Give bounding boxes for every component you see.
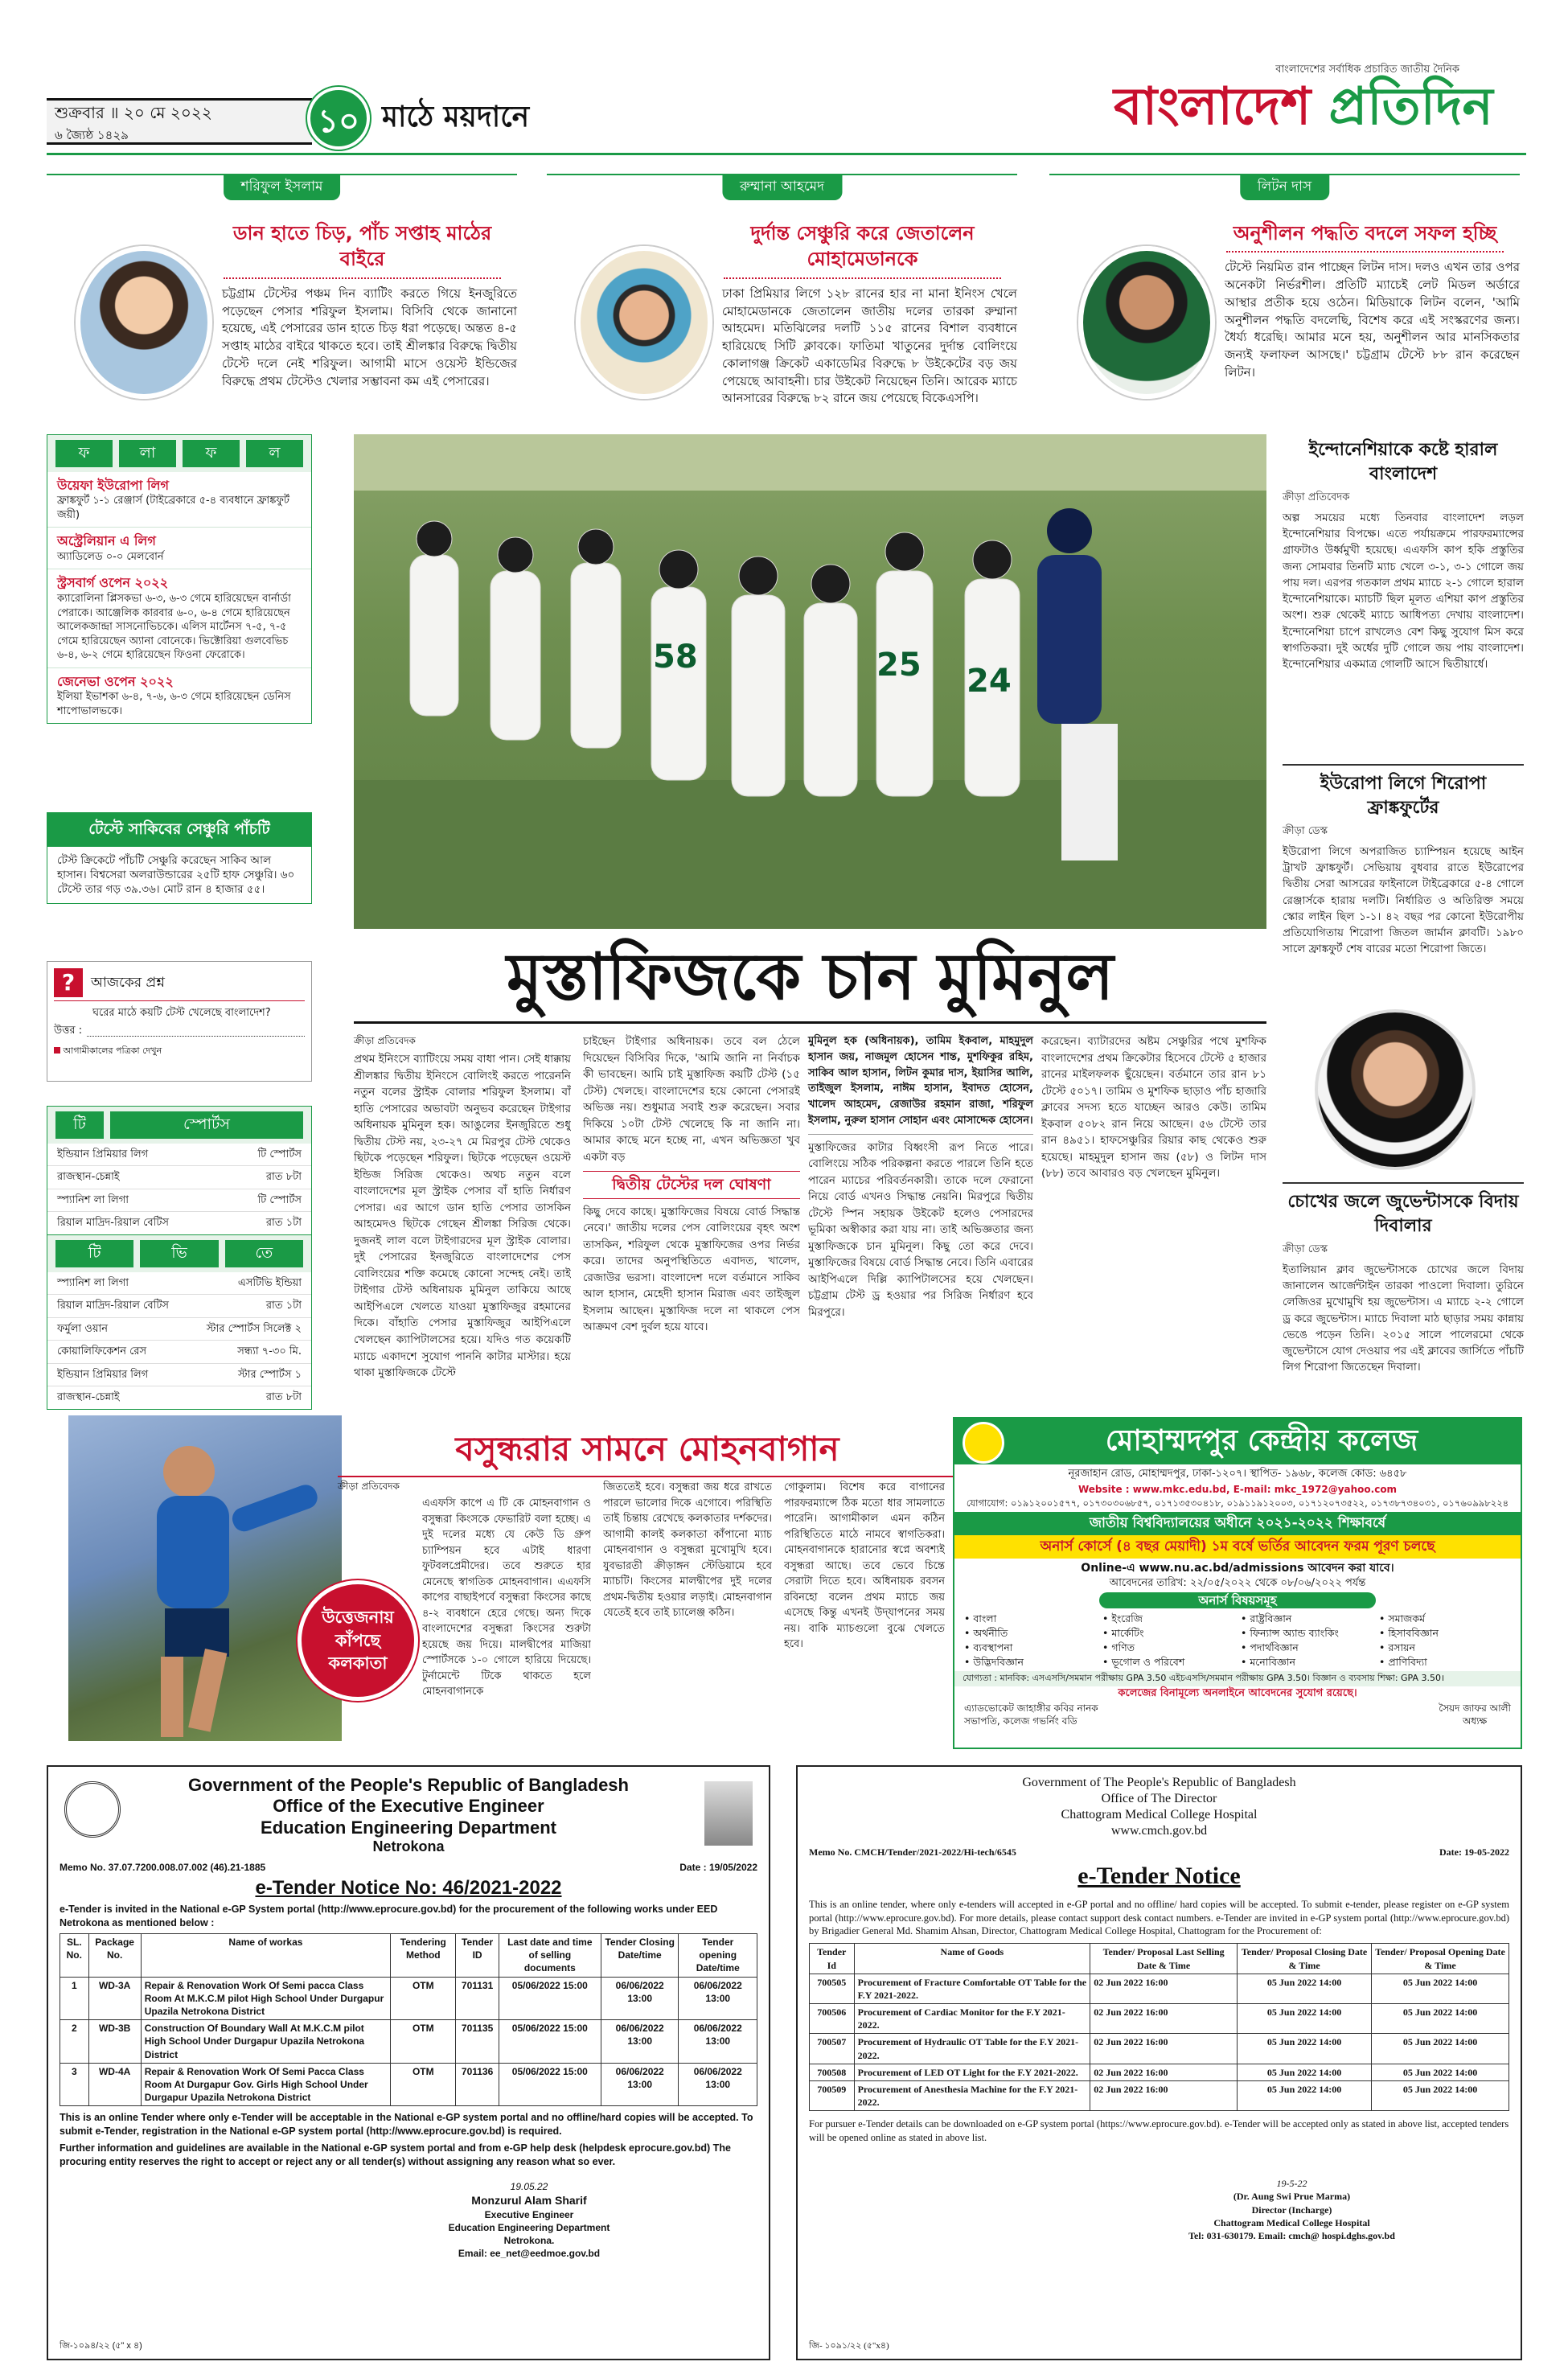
table-cell: 05 Jun 2022 14:00 [1238,2064,1372,2080]
subject-item: • গণিত [1102,1641,1135,1654]
table-cell: Construction Of Boundary Wall At M.K.C.M pilot High School Under Durgapur Upazila Netrokona District [141,2020,390,2064]
table-cell: 06/06/2022 13:00 [601,2020,679,2064]
table-cell: 05 Jun 2022 14:00 [1238,2034,1372,2064]
event: ইন্ডিয়ান প্রিমিয়ার লিগ [57,1368,149,1381]
main-story-col-1 [354,1033,571,1407]
tender1-signature: 19.05.22 [510,2180,548,2192]
tender2-intro: This is an online tender, where only e-tenders will accepted in e-GP portal and no offline/ hard copies will be accepted. To submit e-tender, please register on e-GP system portal (http://www.eprocure.gov.bd). For more details, please contact support desk contact numbers. e-Tender are invited in e-GP system portal (http://www.eprocure.gov.bd) by Brigadier General Md. Shamim Ahsan, Director, Chattogram Medical College Hospital, Chattogram for the Procurement of: [809,1898,1509,1937]
tab-te: তে [225,1240,303,1267]
tab-l: ল [246,440,303,467]
schedule-row [47,1272,311,1296]
subjects-head: অনার্স বিষয়সমূহ [1099,1592,1376,1608]
table-cell: WD-4A [88,2063,141,2106]
right-story-title[interactable]: ইউরোপা লিগে শিরোপা ফ্রাঙ্কফুর্টের [1320,774,1487,818]
date-box [47,98,312,145]
table-header: SL. No. [60,1934,89,1978]
table-cell: 05 Jun 2022 14:00 [1238,1974,1372,2003]
main-headline[interactable]: মুস্তাফিজকে চান মুমিনুল [354,933,1266,1024]
masthead-logo[interactable] [1114,63,1524,159]
college-title: মোহাম্মদপুর কেন্দ্রীয় কলেজ [954,1419,1521,1464]
subject-item: • সমাজকর্ম [1379,1612,1426,1625]
tender2-tel[interactable]: Tel: 031-630179. Email: cmch@ hospi.dghs.gov.bd [1188,2229,1395,2241]
result-item [47,472,311,528]
right-story-title[interactable]: ইন্দোনেশিয়াকে কষ্টে হারাল বাংলাদেশ [1308,440,1498,484]
top-story-title[interactable]: অনুশীলন পদ্ধতি বদলে সফল হচ্ছি [1226,216,1504,253]
right-story-body: ইতালিয়ান ক্লাব জুভেন্টাসকে চোখের জলে বিদায় জানালেন আর্জেন্টাইন তারকা পাওলো দিবালা। তুরিনে লেজিওর মুখোমুখি হয় জুভেন্টাস। এ ম্যাচে ২-২ গোলে ড্র করে জুভেন্টাস। ম্যাচে দিবালা মাঠ ছাড়ার সময় কান্নায় ভেঙে পড়েন তিনি। ২০১৫ সালে পালেরমো থেকে জুভেন্টাসে যোগ দেওয়ার পর এই ক্লাবের জার্সিতে পাঁচটি লিগ শিরোপা জিতেছেন দিবালা। [1283,1263,1524,1374]
tender1-title: Executive Engineer [484,2208,574,2220]
tender2-title: Director (Incharge) [1251,2204,1332,2216]
tender2-footer: For pursuer e-Tender details can be downloaded on e-GP system portal (https://www.eprocure.gov.bd). e-Tender will be accepted only as stated in above list, accepted tenders will be opened online as stated in above list. [809,2118,1509,2144]
table-cell: 700505 [810,1974,855,2003]
channel: রাত ১টা [265,1300,302,1312]
schedule-row [47,1212,311,1235]
table-cell: 02 Jun 2022 16:00 [1090,1974,1238,2003]
table-cell: Procurement of Fracture Comfortable OT Table for the F.Y 2021-2022. [854,1974,1090,2003]
table-header: Name of Goods [854,1944,1090,1974]
table-header: Tender opening Date/time [679,1934,757,1978]
tender2-signature: 19-5-22 [1276,2178,1307,2190]
subject-item: • ফিন্যান্স অ্যান্ড ব্যাংকিং [1241,1627,1339,1640]
schedule-row [47,1166,311,1189]
table-cell: 02 Jun 2022 16:00 [1090,2004,1238,2034]
college-band-2: অনার্স কোর্সে (৪ বছর মেয়াদী) ১ম বর্ষে ভর্তির আবেদন ফরম পূরণ চলছে [954,1535,1521,1559]
tv-schedule [47,1234,312,1410]
quiz-question: ঘরের মাঠে কয়টি টেস্ট খেলেছে বাংলাদেশ? [92,1007,271,1019]
college-deadline: আবেদনের তারিখ: ২২/০৫/২০২২ থেকে ০৮/০৬/২০২২ পর্যন্ত [1109,1576,1366,1589]
tender1-footer-2: Further information and guidelines are available in the National e-GP system portal and from e-GP help desk (helpdesk eprocure.gov.bd) The procuring entity reserves the right to accept or reject any or all tender(s) without assigning any reason what so ever. [60,2142,731,2167]
table-cell: Repair & Renovation Work Of Semi Pacca Class Room At Durgapur Gov. Girls High School Under Durgapur Upazila Netrokona District [141,2063,390,2106]
result-item [47,528,311,569]
tender1-gov: Government of the People's Republic of Bangladesh [188,1775,629,1795]
tender2-notice-title: e-Tender Notice [1077,1863,1241,1890]
svg-text:24: 24 [967,663,1012,700]
tender2-office: Office of The Director [1101,1792,1217,1805]
top-story-body: ঢাকা প্রিমিয়ার লিগে ১২৮ রানের হার না মানা ইনিংস খেলে মোহামেডানকে জেতালেন জাতীয় দলের তারকা রুম্মানা আহমেদ। মতিঝিলের দলটি ১১৫ রানের বিশাল ব্যবধানে হারিয়েছে সিটি ক্লাবকে। ফাতিমা খাতুনের দুর্দান্ত বোলিংয়ে কোলাগঞ্জ ক্রিকেট একাডেমির বিরুদ্ধে ৮ উইকেটের বড় জয় পেয়েছে আবাহনী। চার উইকেট নিয়েছেন তিনি। আরেক ম্যাচে আনসারের বিরুদ্ধে ৮২ রানে জয় পেয়েছে বিকেএসপি। [722,285,1017,406]
tender2-memo: Memo No. CMCH/Tender/2021-2022/Hi-tech/6545 [809,1846,1016,1858]
result-item [47,668,311,724]
right-story-3 [1283,1182,1524,1376]
question-icon: ? [54,968,83,997]
reporter-tab: রুম্মানা আহমেদ [722,174,842,200]
college-contact[interactable]: Website : www.mkc.edu.bd, E-mail: mkc_1972@yahoo.com [1077,1484,1398,1496]
table-cell: 05 Jun 2022 14:00 [1372,1974,1509,2003]
table-cell: 05 Jun 2022 14:00 [1238,2004,1372,2034]
tab-fa2: ফ [183,440,240,467]
college-online[interactable]: Online-এ www.nu.ac.bd/admissions আবেদন করা যাবে। [1081,1561,1394,1575]
right-story-1 [1283,438,1524,752]
channel: রাত ৮টা [265,1391,302,1404]
table-cell: 05/06/2022 15:00 [499,2063,601,2106]
sports-schedule [47,1106,312,1236]
table-cell: Procurement of Anesthesia Machine for the F.Y 2021-2022. [854,2081,1090,2111]
event: রাজস্থান-চেন্নাই [57,1171,120,1184]
tender1-date: Date : 19/05/2022 [679,1861,757,1873]
subject-item: • উদ্ভিদবিজ্ঞান [964,1656,1024,1669]
table-header: Tender/ Proposal Opening Date & Time [1372,1944,1509,1974]
channel: টি স্পোর্টস [257,1148,302,1160]
event: স্প্যানিশ লা লিগা [57,1276,129,1289]
mohunbagan-photo [68,1415,342,1741]
main-col-2b-text: কিছু দেবে কাছে। মুস্তাফিজের বিষয়ে বোর্ড সিদ্ধান্ত নেবে।' জাতীয় দলের পেস বোলিংয়ের বৃহৎ অংশ তাসকিন, শরিফুল থেকে মুস্তাফিজের ওপর নির্ভর করে। তাদের অনুপস্থিতিতে এবাদত, খালেদ, রেজাউর ভরসা। বাংলাদেশ দলে বর্তমানে সাকিব আল হাসান, মেহেদী হাসান মিরাজ এবং তাইজুল ইসলাম আছেন। মুস্তাফিজ দলে না থাকলে পেস আক্রমণ বেশ দুর্বল হয়ে যাবে। [583,1205,800,1334]
main-col-3-text: মুস্তাফিজের কাটার বিধ্বংসী রূপ নিতে পারে। বোলিংয়ে সঠিক পরিকল্পনা করতে পারলে তিনি হতে পারেন ম্যাচের পরিবর্তনকারী। তাকে দলে ফেরানো নিয়ে বোর্ড এখনও সিদ্ধান্ত নেয়নি। মিরপুরে দ্বিতীয় টেস্টে স্পিন সহায়ক উইকেট হলেও পেসারদের ভূমিকা অস্বীকার করা যায় না। তাই অভিজ্ঞতার জন্য মুস্তাফিজকে চান মুমিনুল। কিছু তো করে দেবে। মুস্তাফিজের বিষয়ে বোর্ড সিদ্ধান্ত নেবে। তিনি এবারের আইপিএলে দিল্লি ক্যাপিটালসের হয়ে খেলছেন। চট্টগ্রাম টেস্ট ড্র হওয়ার পর সিরিজ নির্ধারণ হবে মিরপুরে। [808,1140,1033,1319]
college-address: নূরজাহান রোড, মোহাম্মদপুর, ঢাকা-১২০৭। স্থাপিত- ১৯৬৮, কলেজ কোড: ৬৪৫৮ [1068,1467,1407,1480]
cricket-team-photo [354,434,1266,929]
table-header: Tendering Method [391,1934,456,1978]
table-cell: 700506 [810,2004,855,2034]
main-col-4-text: করেছেন। ব্যাটারদের অষ্টম সেঞ্চুরির পথে মুশফিক বাংলাদেশের প্রথম ক্রিকেটার হিসেবে টেস্টে ৫ হাজার রানের মাইলফলক ছুঁয়েছেন। বর্তমানে তার রান ৮১ টেস্টে ৫০১৭। তামিম ও মুশফিক ছাড়াও পাঁচ হাজারি ক্লাবের সদস্য হতে যাচ্ছেন আরও কেউ। তামিম ইকবাল ৫০৮২ রান নিয়ে আছেন। ৫৬ টেস্টে তার রান ৪৯৫১। হাফসেঞ্চুরির রিয়ার কাছ থেকেও শুরু হয়েছে। মাহমুদুল হাসান জয় (৫৮) ও লিটন দাস (৮৮) তবে আবারও বড় খেলছেন মুমিনুল। [1041,1035,1266,1181]
channel: রাত ৮টা [265,1171,302,1184]
top-story-body: টেস্টে নিয়মিত রান পাচ্ছেন লিটন দাস। দলও এখন তার ওপর অনেকটা নির্ভরশীল। প্রতিটি ম্যাচেই লেট মিডল অর্ডারে আস্থার প্রতীক হয়ে ওঠেন। মিডিয়াকে লিটন বলেন, 'আমি অনুশীলন পদ্ধতি বদলেছি, বিশেষ করে এই সংস্করণের জন্য। ধৈর্য্য ধরেছি। আমার মনে হয়, অনুশীলন আর মানসিকতার জন্যই ফলাফল আসছে।' চট্টগ্রাম টেস্টে ৮৮ রান করেছেন লিটন। [1225,260,1520,380]
mohunbagan-byline: ক্রীড়া প্রতিবেদক [338,1481,400,1492]
squad-list: মুমিনুল হক (অধিনায়ক), তামিম ইকবাল, মাহমুদুল হাসান জয়, নাজমুল হোসেন শান্ত, মুশফিকুর রহিম, সাকিব আল হাসান, লিটন কুমার দাস, ইয়াসির আলি, তাইজুল ইসলাম, নাঈম হাসান, ইবাদত হোসেন, খালেদ আহমেদ, রেজাউর রহমান রাজা, শরিফুল ইসলাম, নুরুল হাসান সোহান এবং মোসাদ্দেক হোসেন। [808,1033,1033,1135]
table-cell: Procurement of Cardiac Monitor for the F.Y 2021-2022. [854,2004,1090,2034]
tender-notice-eed [47,1765,770,2360]
tender2-date: Date: 19-05-2022 [1439,1846,1509,1858]
player-photo [576,246,712,399]
masthead-tagline: বাংলাদেশের সর্বাধিক প্রচারিত জাতীয় দৈনিক [1275,64,1459,76]
mohunbagan-headline[interactable]: বসুন্ধরার সামনে মোহনবাগান [338,1423,957,1477]
subject-item: • পদার্থবিজ্ঞান [1241,1641,1299,1654]
event: স্প্যানিশ লা লিগা [57,1193,129,1206]
logo-accent: প্রতিদিন [1328,76,1493,137]
college-admission-ad[interactable] [953,1417,1522,1749]
result-text: ক্যারোলিনা প্লিসকভা ৬-৩, ৬-৩ গেমে হারিয়েছেন বার্নার্ডা পেরাকে। আঞ্জেলিক কারবার ৬-০, ৬-৪ গেমে হারিয়েছেন আলেকজান্দ্রা সাসনোভিচকে। এলিস মার্টেনস ৭-৫, ৭-৫ গেমে হারিয়েছেন অ্যানা বোনেকে। ভিক্টোরিয়া গুলবেভিচ ৬-৪, ৬-২ গেমে হারিয়েছেন ফিওনা ফেরোকে। [57,593,291,662]
table-header: Tender/ Proposal Last Selling Date & Time [1090,1944,1238,1974]
table-header: Tender/ Proposal Closing Date & Time [1238,1944,1372,1974]
excitement-badge [298,1580,418,1701]
event: রাজস্থান-চেন্নাই [57,1391,120,1404]
table-cell: 05 Jun 2022 14:00 [1372,2081,1509,2111]
college-band-1: জাতীয় বিশ্ববিদ্যালয়ের অধীনে ২০২১-২০২২ শিক্ষাবর্ষে [954,1512,1521,1535]
results-box [47,434,312,724]
subject-item: • মনোবিজ্ঞান [1241,1656,1295,1669]
table-cell: Procurement of Hydraulic OT Table for the F.Y 2021-2022. [854,2034,1090,2064]
schedule-row [47,1341,311,1364]
table-row [810,2081,1509,2111]
quiz-head: আজকের প্রশ্ন [91,974,165,991]
quiz-note: আগামীকালের পত্রিকা দেখুন [63,1045,162,1057]
tender1-dept2: Education Engineering Department [448,2222,610,2234]
schedule-row [47,1386,311,1409]
result-heading: উয়েফা ইউরোপা লিগ [57,477,169,493]
right-story-title[interactable]: চোখের জলে জুভেন্টাসকে বিদায় দিবালার [1287,1192,1519,1236]
player-photo [76,246,212,399]
header-rule [47,153,1526,155]
main-byline: ক্রীড়া প্রতিবেদক [354,1035,416,1046]
table-cell: 05 Jun 2022 14:00 [1372,2034,1509,2064]
footballer-illustration [68,1415,342,1741]
tender2-table [809,1943,1509,2111]
tender1-loc: Netrokona [372,1838,445,1855]
results-tabs [47,435,311,472]
table-row [810,2034,1509,2064]
tender2-place: Chattogram Medical College Hospital [1213,2216,1370,2228]
table-cell: OTM [391,2063,456,2106]
svg-text:58: 58 [653,639,698,676]
table-cell: 02 Jun 2022 16:00 [1090,2064,1238,2080]
main-story-col-4 [1041,1033,1266,1391]
subjects-grid [954,1611,1521,1671]
tab-sports: স্পোর্টস [110,1111,303,1139]
result-text: অ্যাডিলেড ০-০ মেলবোর্ন [57,550,164,563]
tender1-notice-title: e-Tender Notice No: 46/2021-2022 [255,1876,562,1899]
table-cell: WD-3A [88,1977,141,2020]
channel: এসটিভি ইন্ডিয়া [237,1276,302,1289]
tender2-gov: Government of The People's Republic of Bangladesh [1022,1776,1296,1789]
table-cell: 1 [60,1977,89,2020]
table-row [60,1977,757,2020]
table-header: Tender Id [810,1944,855,1974]
subject-item: • রাষ্ট্রবিজ্ঞান [1241,1612,1292,1625]
result-text: ফ্রাঙ্কফুর্ট ১-১ রেঞ্জার্স (টাইব্রেকারে ৫-৪ ব্যবধানে ফ্রাঙ্কফুর্ট জয়ী) [57,495,289,521]
tender2-web[interactable]: www.cmch.gov.bd [1110,1824,1208,1838]
subject-item: • হিসাববিজ্ঞান [1379,1627,1439,1640]
mohunbagan-col-2: জিততেই হবে। বসুন্ধরা জয় ধরে রাখতে পারলে ভালোর দিকে এগোবে। পরিস্থিতি তাই চিন্তায় রেখেছে কলকাতার দর্শকদের। আগামী কালই কলকাতা কাঁপানো ম্যাচ মোহনবাগান ও বসুন্ধরা মুখোমুখি হবে। যুবভারতী ক্রীড়াঙ্গন স্টেডিয়ামে হবে ম্যাচটি। কিংসের মালদ্বীপের দুই দলের প্রথম-দ্বিতীয় হওয়ার লড়াই। মোহনবাগান যেতেই হবে তাই চ্যালেঞ্জ কঠিন। [603,1481,772,1619]
table-cell: 06/06/2022 13:00 [679,2063,757,2106]
table-row [810,2064,1509,2080]
table-header: Tender ID [456,1934,499,1978]
table-header: Last date and time of selling documents [499,1934,601,1978]
tab-fa: ফ [55,440,113,467]
tender1-ref: জি-১০৯৪/২২ (৫" x ৪) [60,2341,142,2351]
shakib-head: টেস্টে সাকিবের সেঞ্চুরি পাঁচটি [47,813,311,847]
issue-day: শুক্রবার ॥ ২০ মে ২০২২ [55,103,212,122]
result-text: ইলিয়া ইভাশকা ৬-৪, ৭-৬, ৬-৩ গেমে হারিয়েছেন ডেনিস শাপোভালভকে। [57,691,291,717]
table-cell: 06/06/2022 13:00 [601,2063,679,2106]
channel: টি স্পোর্টস [257,1193,302,1206]
tender1-table [60,1933,757,2106]
page-number: ১০ [307,87,370,150]
tender1-memo: Memo No. 37.07.7200.008.07.002 (46).21-1885 [60,1861,266,1873]
bullet-icon [54,1047,60,1054]
subject-item: • বাংলা [964,1612,997,1625]
channel: সন্ধ্যা ৭-৩০ মি. [237,1345,302,1358]
tab-vi: ভি [140,1240,218,1267]
table-cell: 701135 [456,2020,499,2064]
answer-label: উত্তর : [54,1024,83,1037]
gov-seal-icon [64,1781,121,1838]
table-cell: WD-3B [88,2020,141,2064]
subject-item: • মার্কেটিং [1102,1627,1144,1640]
subject-item: • ইংরেজি [1102,1612,1143,1625]
tender2-hosp: Chattogram Medical College Hospital [1061,1808,1258,1822]
right-story-body: ইউরোপা লিগে অপরাজিত চ্যাম্পিয়ন হয়েছে আইন ট্রাখট ফ্রাঙ্কফুর্ট। সেভিয়ায় বুধবার রাতে ইউরোপের দ্বিতীয় সেরা আসরের ফাইনালে টাইব্রেকারে ৫-৪ গোলে রেঞ্জার্সকে হারায় দলটি। নির্ধারিত ও অতিরিক্ত সময়ে স্কোর লাইন ছিল ১-১। ৪২ বছর পর কোনো ইউরোপীয় প্রতিযোগিতায় শিরোপা জিতল জার্মান ক্লাবটি। ১৯৮০ সালে ফ্রাঙ্কফুর্ট শেষ বারের মতো শিরোপা জিতে। [1283,844,1524,956]
tender1-footer-1: This is an online Tender where only e-Tender will be acceptable in the National e-GP system portal and no offline/hard copies will be accepted. To submit e-Tender, registration in the National e-GP system portal (http://www.eprocure.gov.bd) is required. [60,2112,753,2138]
college-crest-icon [963,1422,1004,1464]
college-requirements: যোগ্যতা : মানবিক: এসএসসি/সমমান পরীক্ষায় GPA 3.50 এইচএসসি/সমমান পরীক্ষায় GPA 3.50। বিজ্ঞান ও ব্যবসায় শিক্ষা: GPA 3.50। [954,1671,1521,1686]
table-cell: OTM [391,2020,456,2064]
schedule-row [47,1318,311,1341]
mohunbagan-col-1: এএফসি কাপে এ টি কে মোহনবাগান ও বসুন্ধরা কিংসকে ফেভারিট বলা হচ্ছে। এ দুই দলের মধ্যে যে কেউ ডি গ্রুপ চ্যাম্পিয়ন হবে এটাই ধারণা ফুটবলপ্রেমীদের। তবে শুরুতে হার মেনেছে স্বাগতিক মোহনবাগান। এএফসি কাপের বাছাইপর্বে বসুন্ধরা কিংসের কাছে ৪-২ ব্যবধানে হেরে গেছে। অন্য দিকে বাংলাদেশের বসুন্ধরা কিংসের শুরুটা হয়েছে জয় দিয়ে। মালদ্বীপের মাজিয়া স্পোর্টসকে ১-০ গোলে হারিয়ে দিয়েছে। টুর্নামেন্টে টিকে থাকতে হলে মোহনবাগানকে [422,1497,591,1698]
svg-text:25: 25 [876,647,922,684]
tender1-signer: Monzurul Alam Sharif [471,2194,587,2208]
shakib-body: টেস্ট ক্রিকেটে পাঁচটি সেঞ্চুরি করেছেন সাকিব আল হাসান। বিশ্বসেরা অলরাউন্ডারের ২৫টি হাফ সেঞ্চুরি। ৬০ টেস্টে তার গড় ৩৯.৩৬। মোট রান ৪ হাজার ৫৫। [57,853,295,897]
player-photo [1078,246,1215,399]
channel: রাত ১টা [265,1217,302,1230]
table-row [810,2004,1509,2034]
main-story-col-3 [808,1033,1033,1381]
table-cell: 2 [60,2020,89,2064]
tender2-ref: জি- ১০৯১/২২ (৫"x৪) [809,2341,889,2351]
table-row [60,2020,757,2064]
main-story-col-2 [583,1033,800,1385]
tab-ti: টি [55,1240,133,1267]
table-row [60,2063,757,2106]
tender2-signer: (Dr. Aung Swi Prue Marma) [1233,2191,1351,2203]
event: কোয়ালিফিকেশন রেস [57,1345,147,1358]
top-story-1 [47,174,517,415]
result-item [47,569,311,667]
right-story-byline: ক্রীড়া ডেস্ক [1283,825,1328,838]
answer-field[interactable] [87,1024,305,1037]
subject-item: • ব্যবস্থাপনা [964,1641,1013,1654]
tender1-email[interactable]: Email: ee_net@eedmoe.gov.bd [458,2248,601,2260]
table-cell: 06/06/2022 13:00 [601,1977,679,2020]
table-cell: 06/06/2022 13:00 [679,1977,757,2020]
dybala-photo [1315,1009,1476,1170]
result-heading: স্ট্রসবার্গ ওপেন ২০২২ [57,575,169,591]
top-story-title[interactable]: ডান হাতে চিড়, পাঁচ সপ্তাহ মাঠের বাইরে [224,216,501,279]
top-story-2 [547,174,1017,415]
subject-item: • প্রাণিবিদ্যা [1379,1656,1427,1669]
table-cell: 700508 [810,2064,855,2080]
tender1-place: Netrokona. [503,2235,555,2247]
right-story-body: অল্প সময়ের মধ্যে তিনবার বাংলাদেশ লড়ল ইন্দোনেশিয়ার বিপক্ষে। এতে পর্যায়ক্রমে পারফরম্যান্সের গ্রাফটাও উর্ধ্বমুখী হয়েছে। এএফসি কাপ হকি প্রস্তুতির জন্য সোমবার তিনটি ম্যাচ খেলে ৩-১, ৩-১ গোলে জয় পায় দল। এরপর গতকাল প্রথম ম্যাচে ২-১ গোলে হারাল ইন্দোনেশিয়াকে। ম্যাচটি ছিল মূলত এশিয়া কাপ প্রস্তুতির অংশ। শুরু থেকেই ম্যাচে আধিপত্য দেখায় বাংলাদেশ। ইন্দোনেশিয়া চাপে রাখলেও বেশ কিছু সুযোগ মিস করে স্বাগতিকরা। দুই অর্ধের দুটি গোলে জয় পায় বাংলাদেশ। ইন্দোনেশিয়ার একমাত্র গোলটি আসে দ্বিতীয়ার্ধে। [1283,511,1524,672]
table-cell: 700507 [810,2034,855,2064]
badge-text: উত্তেজনায় কাঁপছে কলকাতা [322,1608,394,1674]
result-heading: জেনেভা ওপেন ২০২২ [57,673,174,689]
result-heading: অস্ট্রেলিয়ান এ লিগ [57,533,156,549]
event: রিয়াল মাদ্রিদ-রিয়াল বেটিস [57,1217,169,1230]
table-cell: 05/06/2022 15:00 [499,2020,601,2064]
table-cell: 05 Jun 2022 14:00 [1372,2004,1509,2034]
reporter-tab: শরিফুল ইসলাম [224,174,341,200]
channel: স্টার স্পোর্টস সিলেক্ট ২ [206,1322,302,1335]
right-story-2 [1283,764,1524,958]
top-story-3 [1049,174,1520,415]
photo-illustration [354,434,1266,929]
college-phones: যোগাযোগ: ০১৯১২০০১৫৭৭, ০১৭৩০৩০৬৮৫৭, ০১৭১৩৫৩০৪১৮, ০১৯১১৯১২০০৩, ০১৭১২০৭৩৫২২, ০১৭৩৮৭৩৪০৩১, ০১৭৬০৯৯৮২২৪ [966,1497,1509,1509]
sports-tabs [47,1107,311,1144]
table-header: Package No. [88,1934,141,1978]
mohunbagan-col-3: গোকুলাম। বিশেষ করে বাগানের পারফরম্যান্সে ঠিক মতো ধার সামলাতে পারেনি। আগামীকাল এমন কঠিন পরিস্থিতিতে মাঠে নামবে স্বাগতিকরা। মোহনবাগানকে হারানোর স্বপ্নে অবশ্যই বসুন্ধরা আছে। তবে ভেবে চিন্তে সেরাটা দিতে হবে। অধিনায়ক রবসন রবিনহো বলেন প্রথম ম্যাচে জয় এসেছে কিন্তু এখনই উদ্‌যাপনের সময় নয়। বাকি ম্যাচগুলো বুঝে খেলতে হবে। [784,1481,945,1650]
schedule-row [47,1144,311,1167]
table-row [810,1974,1509,2003]
table-cell: 05 Jun 2022 14:00 [1372,2064,1509,2080]
portrait-icon [704,1781,753,1846]
squad-label: দ্বিতীয় টেস্টের দল ঘোষণা [583,1171,800,1199]
table-cell: 02 Jun 2022 16:00 [1090,2034,1238,2064]
college-note: কলেজের বিনামূল্যে অনলাইনে আবেদনের সুযোগ রয়েছে। [1118,1686,1357,1699]
event: রিয়াল মাদ্রিদ-রিয়াল বেটিস [57,1300,169,1312]
tender1-dept: Education Engineering Department [261,1817,556,1838]
tv-tabs [47,1235,311,1272]
reporter-tab: লিটন দাস [1240,174,1329,200]
table-cell: Procurement of LED OT Light for the F.Y 2021-2022. [854,2064,1090,2080]
tab-la: লা [119,440,176,467]
subject-item: • রসায়ন [1379,1641,1415,1654]
table-cell: 06/06/2022 13:00 [679,2020,757,2064]
top-story-body: চট্টগ্রাম টেস্টের পঞ্চম দিন ব্যাটিং করতে গিয়ে ইনজুরিতে পড়েছেন পেসার শরিফুল ইসলাম। বিসিবি থেকে জানানো হয়েছে, এই পেসারের ডান হাতে চিড় ধরা পড়েছে। অন্তত ৪-৫ সপ্তাহ মাঠের বাইরে থাকতে হবে। তাই শ্রীলঙ্কার বিরুদ্ধে দ্বিতীয় টেস্টে দলে নেই শরিফুল। আগামী মাসে ওয়েস্ট ইন্ডিজের বিরুদ্ধে প্রথম টেস্টেও খেলার সম্ভাবনা কম এই পেসারের। [222,285,517,388]
table-cell: 701131 [456,1977,499,2020]
quiz-box [47,961,312,1082]
table-cell: 700509 [810,2081,855,2111]
signatory-right: সৈয়দ জাফর আলী অধ্যক্ষ [1439,1702,1511,1727]
shakib-box [47,812,312,904]
tab-t: টি [55,1111,104,1139]
schedule-row [47,1364,311,1387]
table-cell: Repair & Renovation Work Of Semi pacca Class Room At M.K.C.M pilot High School Under Durgapur Upazila Netrokona District [141,1977,390,2020]
event: ইন্ডিয়ান প্রিমিয়ার লিগ [57,1148,149,1160]
top-story-title[interactable]: দুর্দান্ত সেঞ্চুরি করে জেতালেন মোহামেডানকে [724,216,1001,279]
event: ফর্মুলা ওয়ান [57,1322,109,1335]
table-cell: 701136 [456,2063,499,2106]
table-cell: 05/06/2022 15:00 [499,1977,601,2020]
signatory-left: এ্যাডভোকেট জাহাঙ্গীর কবির নানক সভাপতি, কলেজ গভর্নিং বডি [964,1702,1098,1727]
main-col-1-text: প্রথম ইনিংসে ব্যাটিংয়ে সময় বাধা পান। সেই ধাক্কায় শ্রীলঙ্কার দ্বিতীয় ইনিংসে বোলিংই করতে পারেননি নতুন বলের স্ট্রাইক বোলার শরিফুল ইসলাম। বাঁ হাতি পেসারের অভাবটা অনুভব করেছেন টাইগার অধিনায়ক মুমিনুল হক। আঙুলের ইনজুরিতে শুধু দ্বিতীয় টেস্ট নয়, ২৩-২৭ মে মিরপুর টেস্ট থেকেও ছিটকে পড়েছেন শরিফুল। ছিটকে পড়েছেন ওয়েস্ট ইন্ডিজ সিরিজ থেকেও। অথচ নতুন বলে বাংলাদেশের মূল স্ট্রাইক পেসার বাঁ হাতি নির্ধারণ পেসার। এর আগে ডান হাতি পেসার তাসকিন আহমেদও ছিটকে গেছেন শ্রীলঙ্কা সিরিজ থেকে। দুজনই লাল বলে টাইগারদের মূল স্ট্রাইক বোলার। দুই পেসারের ইনজুরিতে বাংলাদেশের পেস বোলিংয়ের শক্তি কমেছে কোনো সন্দেহ নেই। তাই টাইগার টেস্ট অধিনায়ক মুমিনুল তাকিয়ে আছে আইপিএলে খেলতে যাওয়া মুস্তাফিজুর রহমানের দিকে। বাঁহাতি পেসার মুস্তাফিজুর আইপিএলে খেলছেন ক্যাপিটালসের হয়ে। যদিও গত কয়েকটি ম্যাচে একাদশে সুযোগ পাননি কাটার মাস্টার। হয়ে থাকা মুস্তাফিজকে টেস্টে [354,1053,571,1380]
table-header: Name of workas [141,1934,390,1978]
table-header: Tender Closing Date/time [601,1934,679,1978]
subject-item: • অর্থনীতি [964,1627,1008,1640]
subject-item: • ভূগোল ও পরিবেশ [1102,1656,1185,1669]
issue-bn-date: ৬ জ্যৈষ্ঠ ১৪২৯ [55,128,129,142]
table-cell: 3 [60,2063,89,2106]
section-title: মাঠে ময়দানে [382,101,530,133]
tender1-intro: e-Tender is invited in the National e-GP System portal (http://www.eprocure.gov.bd) for the procurement of the following works under EED Netrokona as mentioned below : [60,1904,718,1929]
right-story-byline: ক্রীড়া প্রতিবেদক [1283,491,1350,504]
logo-main: বাংলাদেশ [1114,76,1329,137]
main-col-2-text: চাইছেন টাইগার অধিনায়ক। তবে বল ঠেলে দিয়েছেন বিসিবির দিকে, 'আমি জানি না নির্বাচক কী ভাবছেন। আমি চাই মুস্তাফিজ কয়টি টেস্ট (১৫ টেস্ট) খেলছে। বাংলাদেশের হয়ে কোনো পেসারই অভিজ্ঞ নয়। শুধুমাত্র সবাই শুরু করেছেন। সবার দিকিয়ে ১০টা টেস্ট খেলেছে কি না জানি না। আমার কাছে মনে হচ্ছে না, এখন অভিজ্ঞতা খুব একটা বড় [583,1035,800,1164]
table-cell: 05 Jun 2022 14:00 [1238,2081,1372,2111]
table-cell: OTM [391,1977,456,2020]
schedule-row [47,1189,311,1213]
tender-notice-cmch [796,1765,1522,2360]
schedule-row [47,1295,311,1318]
table-cell: 02 Jun 2022 16:00 [1090,2081,1238,2111]
right-story-byline: ক্রীড়া ডেস্ক [1283,1243,1328,1256]
channel: স্টার স্পোর্টস ১ [237,1368,302,1381]
tender1-office: Office of the Executive Engineer [273,1796,544,1817]
